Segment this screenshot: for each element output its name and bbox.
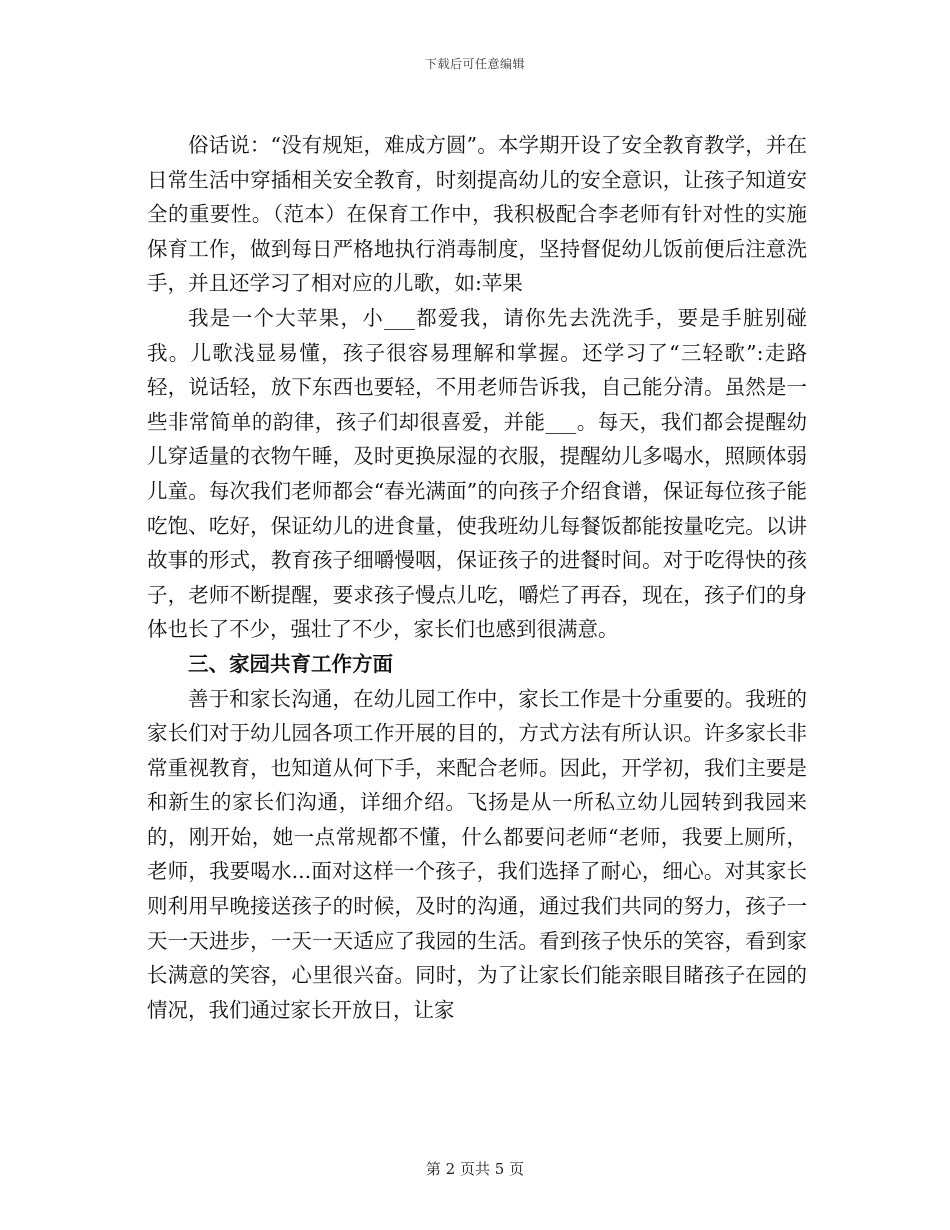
paragraph-safety-education: 俗话说：“没有规矩，难成方圆”。本学期开设了安全教育教学，并在日常生活中穿插相关安全教育，时刻提高幼儿的安全意识，让孩子知道安全的重要性。（范本）在保育工作中，我积极配合李老师有针对性的实施保育工作，做到每日严格地执行消毒制度，坚持督促幼儿饭前便后注意洗手，并且还学习了相对应的儿歌，如:苹果 [147, 133, 807, 296]
document-body [147, 128, 807, 1027]
paragraph-nursery-rhyme: 我是一个大苹果，小___都爱我，请你先去洗洗手，要是手脏别碰我。儿歌浅显易懂，孩子很容易理解和掌握。还学习了“三轻歌”:走路轻，说话轻，放下东西也要轻，不用老师告诉我，自己能分清。虽然是一些非常简单的韵律，孩子们却很喜爱，并能___。每天，我们都会提醒幼儿穿适量的衣物午睡，及时更换尿湿的衣服，提醒幼儿多喝水，照顾体弱儿童。每次我们老师都会“春光满面”的向孩子介绍食谱，保证每位孩子能吃饱、吃好，保证幼儿的进食量，使我班幼儿每餐饭都能按量吃完。以讲故事的形式，教育孩子细嚼慢咽，保证孩子的进餐时间。对于吃得快的孩子，老师不断提醒，要求孩子慢点儿吃，嚼烂了再吞，现在，孩子们的身体也长了不少，强壮了不少，家长们也感到很满意。 [147, 305, 807, 642]
page-header: 下载后可任意编辑 [424, 57, 525, 71]
paragraph-home-school: 善于和家长沟通，在幼儿园工作中，家长工作是十分重要的。我班的家长们对于幼儿园各项工作开展的目的，方式方法有所认识。许多家长非常重视教育，也知道从何下手，来配合老师。因此，开学初，我们主要是和新生的家长们沟通，详细介绍。飞扬是从一所私立幼儿园转到我园来的，刚开始，她一点常规都不懂，什么都要问老师“老师，我要上厕所，老师，我要喝水...面对这样一个孩子，我们选择了耐心，细心。对其家长则利用早晚接送孩子的时候，及时的沟通，通过我们共同的努力，孩子一天一天进步，一天一天适应了我园的生活。看到孩子快乐的笑容，看到家长满意的笑容，心里很兴奋。同时，为了让家长们能亲眼目睹孩子在园的情况，我们通过家长开放日，让家 [147, 686, 807, 1022]
section-heading: 三、家园共育工作方面 [188, 651, 393, 676]
page-footer: 第 2 页共 5 页 [425, 1160, 525, 1178]
